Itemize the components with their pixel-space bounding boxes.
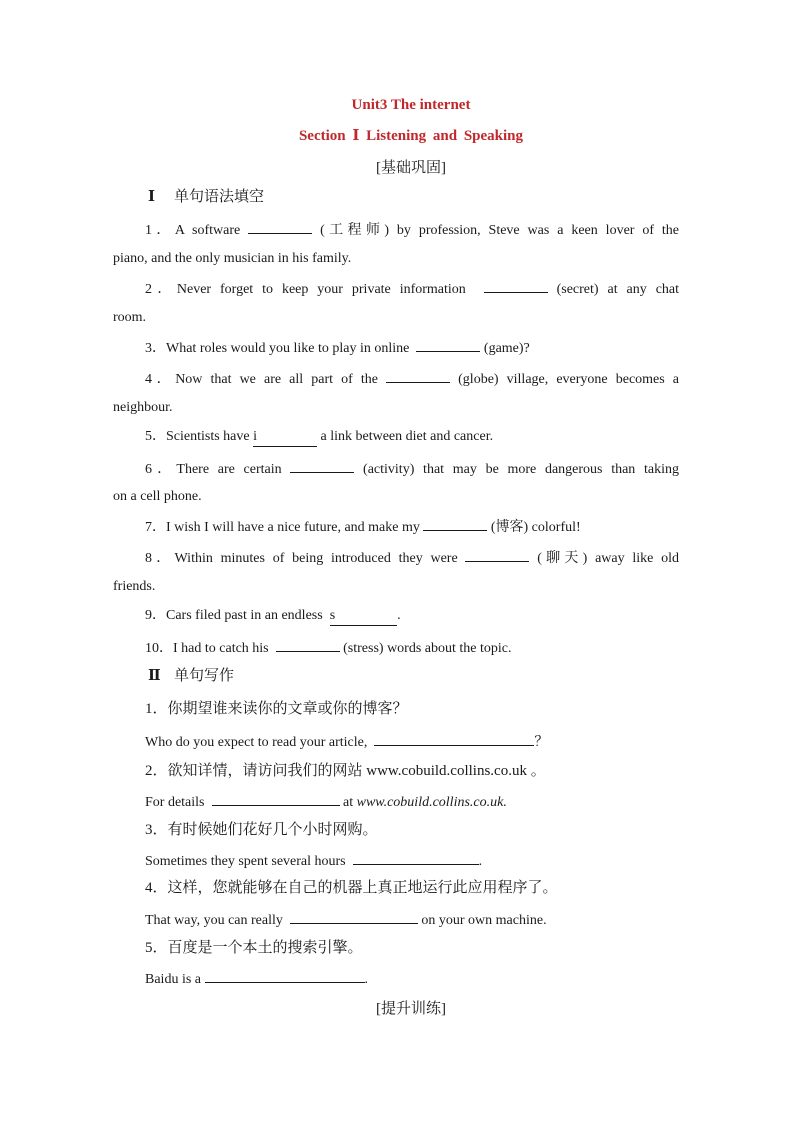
- writing-5-prompt: 5．百度是一个本土的搜索引擎。: [145, 940, 363, 956]
- answer-blank[interactable]: [276, 638, 340, 652]
- answer-blank[interactable]: [374, 732, 534, 746]
- writing-1-prompt: 1．你期望谁来读你的文章或你的博客？: [145, 701, 408, 717]
- answer-blank[interactable]: [290, 910, 418, 924]
- section-title: Section Ⅰ Listening and Speaking: [298, 128, 524, 144]
- sub-heading-advanced: [提升训练]: [376, 1001, 446, 1017]
- part2-heading: [148, 667, 234, 685]
- answer-blank[interactable]: [423, 517, 487, 531]
- writing-1-answer: Who do you expect to read your article, ？: [145, 732, 548, 752]
- writing-3-answer: Sometimes they spent several hours .: [145, 851, 482, 871]
- part2-numeral: Ⅱ: [148, 668, 161, 684]
- question-9: 9．Cars filed past in an endless s .: [145, 607, 401, 626]
- question-3: 3．What roles would you like to play in online (game)?: [145, 338, 530, 358]
- answer-blank[interactable]: i: [253, 428, 317, 447]
- question-1-cont: piano, and the only musician in his family.: [113, 251, 352, 266]
- answer-blank[interactable]: [205, 969, 365, 983]
- answer-blank[interactable]: [290, 459, 354, 473]
- answer-blank[interactable]: [353, 851, 479, 865]
- question-8-cont: friends.: [113, 579, 156, 594]
- writing-4-answer: That way, you can really on your own machine.: [145, 910, 547, 930]
- sub-heading-basic: [基础巩固]: [376, 160, 446, 176]
- question-4: 4．Now that we are all part of the (globe) village, everyone becomes a: [145, 369, 679, 389]
- answer-blank[interactable]: [248, 220, 312, 234]
- question-8: 8．Within minutes of being introduced they were (聊天) away like old: [145, 548, 679, 568]
- answer-blank[interactable]: [386, 369, 450, 383]
- question-6: 6．There are certain (activity) that may be more dangerous than taking: [145, 459, 679, 479]
- answer-blank[interactable]: [484, 279, 548, 293]
- question-5: 5．Scientists have i a link between diet and cancer.: [145, 428, 493, 447]
- question-10: 10．I had to catch his (stress) words about the topic.: [145, 638, 512, 658]
- writing-2-answer: For details at www.cobuild.collins.co.uk.: [145, 792, 507, 812]
- question-7: 7．I wish I will have a nice future, and make my (博客) colorful!: [145, 517, 581, 537]
- question-4-cont: neighbour.: [113, 400, 173, 415]
- writing-4-prompt: 4．这样，您就能够在自己的机器上真正地运行此应用程序了。: [145, 880, 558, 896]
- answer-blank[interactable]: [212, 792, 340, 806]
- writing-5-answer: Baidu is a .: [145, 969, 368, 989]
- part1-heading: [148, 188, 264, 206]
- part2-title: 单句写作: [174, 668, 235, 684]
- question-2-cont: room.: [113, 310, 147, 325]
- unit-title: Unit3 The internet: [351, 97, 471, 113]
- answer-blank[interactable]: [416, 338, 480, 352]
- question-2: 2．Never forget to keep your private information (secret) at any chat: [145, 279, 679, 299]
- writing-3-prompt: 3．有时候她们花好几个小时网购。: [145, 822, 378, 838]
- writing-2-prompt: 2．欲知详情，请访问我们的网站 www.cobuild.collins.co.uk 。: [145, 763, 546, 779]
- part1-numeral: Ⅰ: [148, 189, 156, 205]
- question-1: 1．A software (工程师) by profession, Steve was a keen lover of the: [145, 220, 679, 240]
- question-6-cont: on a cell phone.: [113, 489, 202, 504]
- answer-blank[interactable]: [465, 548, 529, 562]
- part1-title: 单句语法填空: [174, 189, 265, 205]
- answer-blank[interactable]: s: [330, 607, 397, 626]
